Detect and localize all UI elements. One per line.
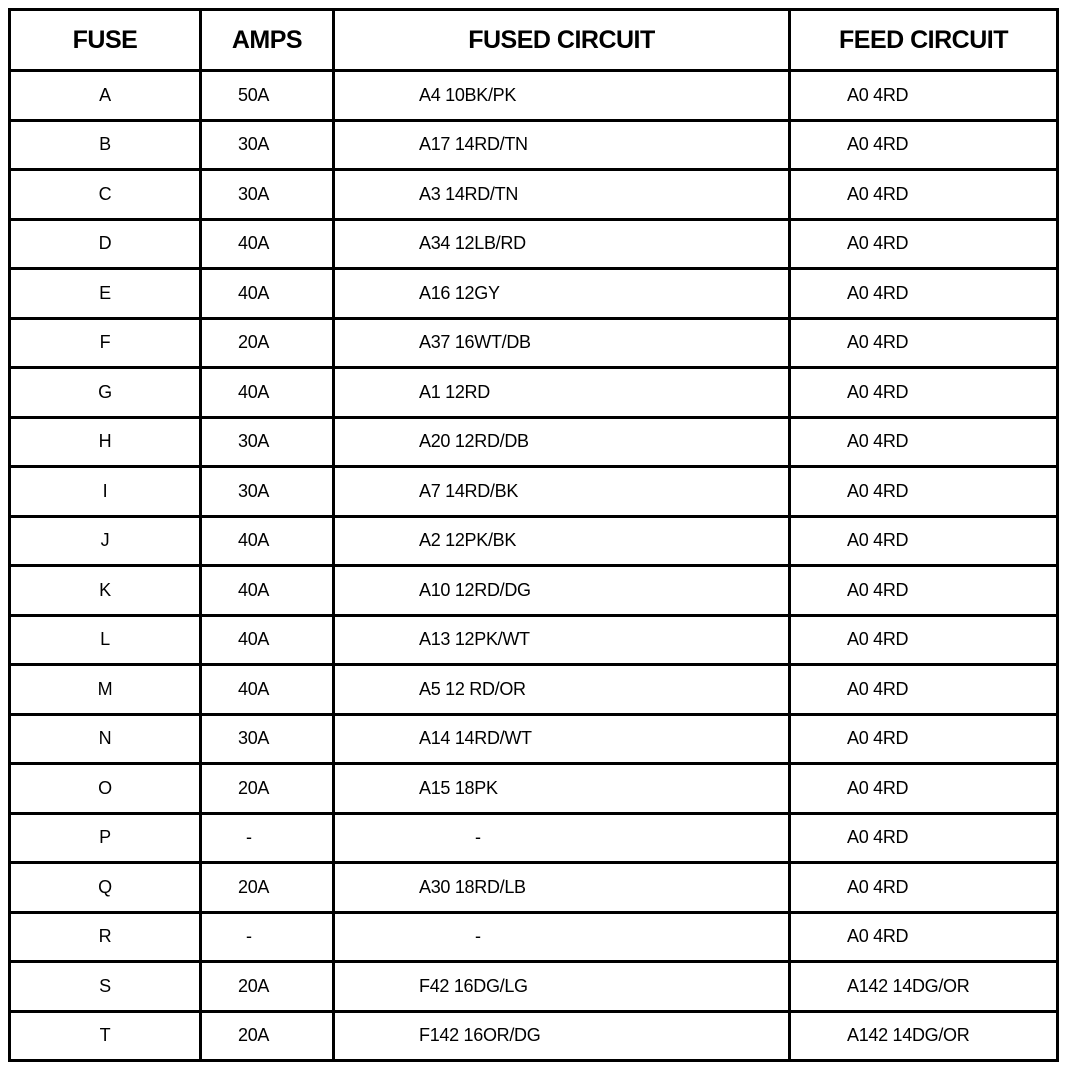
- table-row: [10, 71, 1058, 121]
- feed-circuit-cell: A0 4RD: [790, 318, 1058, 368]
- amps-cell: 30A: [201, 467, 334, 517]
- amps-cell: 20A: [201, 863, 334, 913]
- feed-circuit-cell: A0 4RD: [790, 665, 1058, 715]
- fuse-cell: S: [10, 962, 201, 1012]
- amps-cell: 30A: [201, 170, 334, 220]
- fused-circuit-cell: A13 12PK/WT: [334, 615, 790, 665]
- fuse-cell: G: [10, 368, 201, 418]
- table-body: [10, 71, 1058, 1061]
- fuse-cell: T: [10, 1011, 201, 1061]
- feed-circuit-cell: A0 4RD: [790, 170, 1058, 220]
- table-row: [10, 318, 1058, 368]
- table-row: [10, 665, 1058, 715]
- amps-cell: -: [201, 912, 334, 962]
- fused-circuit-cell: A10 12RD/DG: [334, 566, 790, 616]
- fused-circuit-cell: -: [334, 912, 790, 962]
- amps-cell: 40A: [201, 566, 334, 616]
- feed-circuit-cell: A0 4RD: [790, 912, 1058, 962]
- fused-circuit-cell: A34 12LB/RD: [334, 219, 790, 269]
- feed-circuit-cell: A0 4RD: [790, 269, 1058, 319]
- table-row: [10, 417, 1058, 467]
- fused-circuit-cell: A7 14RD/BK: [334, 467, 790, 517]
- fuse-cell: I: [10, 467, 201, 517]
- fuse-cell: M: [10, 665, 201, 715]
- fuse-cell: L: [10, 615, 201, 665]
- table-row: [10, 219, 1058, 269]
- fused-circuit-cell: A14 14RD/WT: [334, 714, 790, 764]
- amps-cell: 40A: [201, 219, 334, 269]
- feed-circuit-cell: A0 4RD: [790, 714, 1058, 764]
- table-row: [10, 615, 1058, 665]
- feed-circuit-cell: A0 4RD: [790, 764, 1058, 814]
- table-row: [10, 566, 1058, 616]
- fuse-cell: H: [10, 417, 201, 467]
- fuse-cell: R: [10, 912, 201, 962]
- fuse-cell: A: [10, 71, 201, 121]
- table-row: [10, 912, 1058, 962]
- feed-circuit-cell: A0 4RD: [790, 467, 1058, 517]
- fuse-cell: C: [10, 170, 201, 220]
- amps-cell: 20A: [201, 1011, 334, 1061]
- fuse-cell: K: [10, 566, 201, 616]
- fused-circuit-cell: F142 16OR/DG: [334, 1011, 790, 1061]
- feed-circuit-cell: A0 4RD: [790, 615, 1058, 665]
- fuse-table: [8, 8, 1059, 1062]
- fuse-cell: N: [10, 714, 201, 764]
- feed-circuit-cell: A142 14DG/OR: [790, 1011, 1058, 1061]
- table-row: [10, 516, 1058, 566]
- table-row: [10, 368, 1058, 418]
- feed-circuit-cell: A142 14DG/OR: [790, 962, 1058, 1012]
- fused-circuit-cell: -: [334, 813, 790, 863]
- table-row: [10, 269, 1058, 319]
- fuse-cell: P: [10, 813, 201, 863]
- header-amps: AMPS: [201, 10, 334, 71]
- fused-circuit-cell: A5 12 RD/OR: [334, 665, 790, 715]
- feed-circuit-cell: A0 4RD: [790, 71, 1058, 121]
- header-feed-circuit: FEED CIRCUIT: [790, 10, 1058, 71]
- table-row: [10, 170, 1058, 220]
- amps-cell: 20A: [201, 962, 334, 1012]
- fuse-cell: B: [10, 120, 201, 170]
- fused-circuit-cell: A37 16WT/DB: [334, 318, 790, 368]
- feed-circuit-cell: A0 4RD: [790, 863, 1058, 913]
- table-row: [10, 863, 1058, 913]
- fuse-cell: E: [10, 269, 201, 319]
- amps-cell: -: [201, 813, 334, 863]
- header-fuse: FUSE: [10, 10, 201, 71]
- fused-circuit-cell: A1 12RD: [334, 368, 790, 418]
- feed-circuit-cell: A0 4RD: [790, 813, 1058, 863]
- table-row: [10, 467, 1058, 517]
- fused-circuit-cell: A20 12RD/DB: [334, 417, 790, 467]
- fused-circuit-cell: A16 12GY: [334, 269, 790, 319]
- fused-circuit-cell: A17 14RD/TN: [334, 120, 790, 170]
- feed-circuit-cell: A0 4RD: [790, 566, 1058, 616]
- table-header: [10, 10, 1058, 71]
- table-row: [10, 120, 1058, 170]
- fused-circuit-cell: A3 14RD/TN: [334, 170, 790, 220]
- fuse-cell: D: [10, 219, 201, 269]
- fused-circuit-cell: F42 16DG/LG: [334, 962, 790, 1012]
- fuse-cell: O: [10, 764, 201, 814]
- amps-cell: 20A: [201, 318, 334, 368]
- table-row: [10, 764, 1058, 814]
- amps-cell: 20A: [201, 764, 334, 814]
- fused-circuit-cell: A4 10BK/PK: [334, 71, 790, 121]
- amps-cell: 30A: [201, 120, 334, 170]
- fused-circuit-cell: A15 18PK: [334, 764, 790, 814]
- amps-cell: 50A: [201, 71, 334, 121]
- feed-circuit-cell: A0 4RD: [790, 417, 1058, 467]
- header-row: [10, 10, 1058, 71]
- table-row: [10, 714, 1058, 764]
- amps-cell: 40A: [201, 615, 334, 665]
- feed-circuit-cell: A0 4RD: [790, 368, 1058, 418]
- amps-cell: 30A: [201, 417, 334, 467]
- table-row: [10, 813, 1058, 863]
- amps-cell: 30A: [201, 714, 334, 764]
- amps-cell: 40A: [201, 368, 334, 418]
- fuse-cell: F: [10, 318, 201, 368]
- table-row: [10, 1011, 1058, 1061]
- fuse-cell: Q: [10, 863, 201, 913]
- table-row: [10, 962, 1058, 1012]
- header-fused-circuit: FUSED CIRCUIT: [334, 10, 790, 71]
- fused-circuit-cell: A30 18RD/LB: [334, 863, 790, 913]
- fuse-cell: J: [10, 516, 201, 566]
- amps-cell: 40A: [201, 516, 334, 566]
- amps-cell: 40A: [201, 269, 334, 319]
- feed-circuit-cell: A0 4RD: [790, 219, 1058, 269]
- feed-circuit-cell: A0 4RD: [790, 516, 1058, 566]
- feed-circuit-cell: A0 4RD: [790, 120, 1058, 170]
- fused-circuit-cell: A2 12PK/BK: [334, 516, 790, 566]
- amps-cell: 40A: [201, 665, 334, 715]
